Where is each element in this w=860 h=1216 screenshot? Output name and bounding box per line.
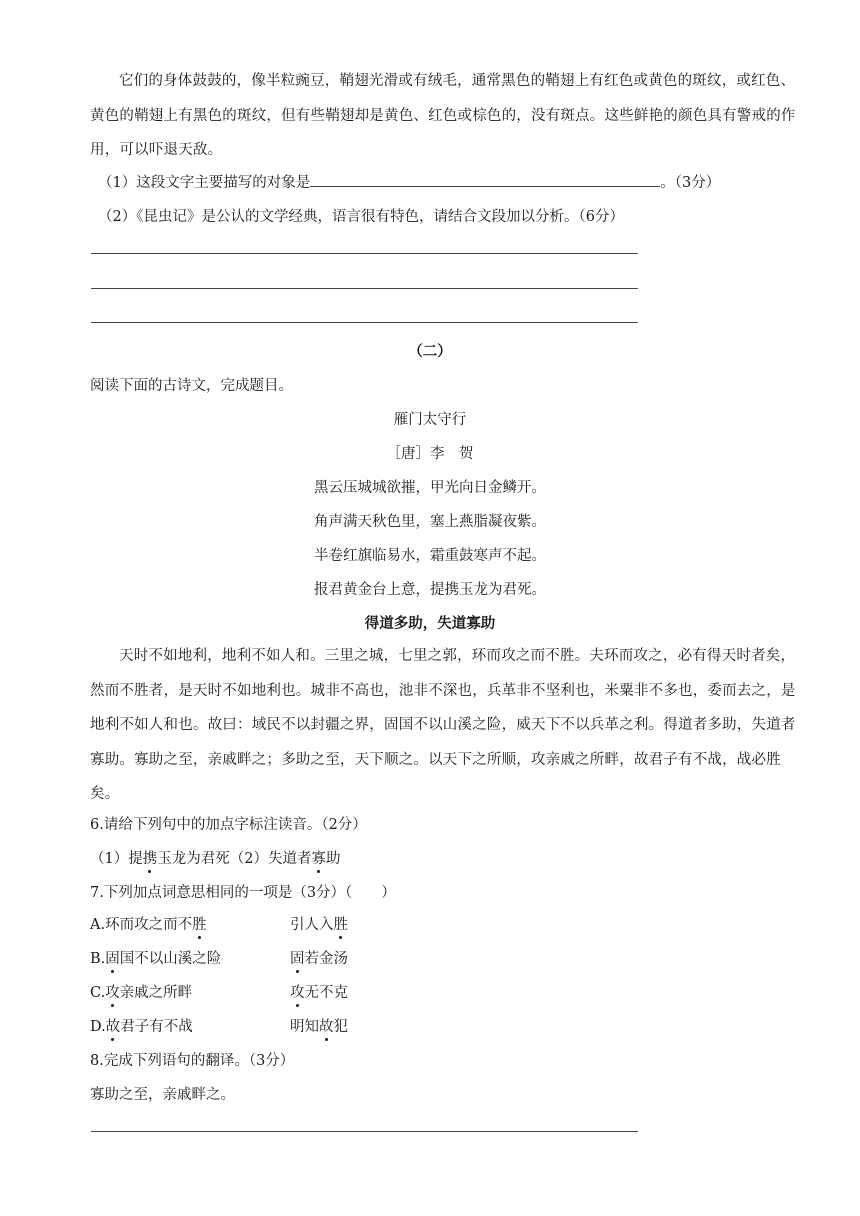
q6-dotted-char: 携 — [142, 851, 158, 867]
question-7: 7.下列加点词意思相同的一项是（3分）（ ） — [90, 885, 396, 901]
option-a-left[interactable]: A.环而攻之而不胜 — [90, 917, 207, 933]
question-6: 6.请给下列句中的加点字标注读音。（2分） — [90, 817, 367, 833]
q6-text: 玉龙为君死（2）失道者 — [157, 851, 312, 867]
option-b-right: 固若金汤 — [290, 951, 348, 967]
answer-line[interactable] — [91, 1131, 638, 1132]
option-c-right: 攻无不克 — [290, 985, 348, 1001]
q6-dotted-char: 寡 — [311, 851, 326, 867]
q6-text: （1）提 — [90, 851, 143, 867]
question-6-items — [90, 847, 340, 868]
option-d-left[interactable]: D.故君子有不战 — [90, 1019, 193, 1035]
poem-line: 半卷红旗临易水，霜重鼓寒声不起。 — [314, 548, 546, 564]
poem-line: 黑云压城城欲摧，甲光向日金鳞开。 — [314, 480, 546, 496]
reading-paragraph: 它们的身体鼓鼓的，像半粒豌豆，鞘翅光滑或有绒毛，通常黑色的鞘翅上有红色或黄色的斑纹，或红色、黄色的鞘翅上有黑色的斑纹，但有些鞘翅却是黄色、红色或棕色的，没有斑点。这些鲜艳的颜色具有警戒的作用，可以吓退天敌。 — [90, 73, 796, 158]
question-2: （2）《昆虫记》是公认的文学经典，语言很有特色，请结合文段加以分析。（6分） — [98, 209, 624, 225]
question-1-prefix: （1）这段文字主要描写的对象是 — [98, 175, 311, 191]
prose-title: 得道多助，失道寡助 — [364, 616, 496, 632]
section-heading: （二） — [408, 344, 452, 360]
poem-line: 报君黄金台上意，提携玉龙为君死。 — [314, 582, 546, 598]
option-c-left[interactable]: C.攻亲戚之所畔 — [90, 985, 193, 1001]
option-a-right: 引人入胜 — [290, 917, 348, 933]
answer-line[interactable] — [91, 253, 638, 254]
prose-paragraph: 天时不如地利，地利不如人和。三里之城，七里之郭，环而攻之而不胜。夫环而攻之，必有得天时者矣，然而不胜者，是天时不如地利也。城非不高也，池非不深也，兵革非不坚利也，米粟非不多也，委而去之，是地利不如人和也。故曰：域民不以封疆之界，固国不以山溪之险，威天下不以兵革之利。得道者多助，失道者寡助。寡助之至，亲戚畔之；多助之至，天下顺之。以天下之所顺，攻亲戚之所畔，故君子有不战，战必胜矣。 — [90, 648, 796, 802]
poem-title: 雁门太守行 — [393, 412, 467, 428]
poem-line: 角声满天秋色里，塞上燕脂凝夜紫。 — [314, 514, 546, 530]
q6-text: 助 — [325, 851, 341, 867]
poem-author: ［唐］李 贺 — [386, 446, 474, 462]
option-d-right: 明知故犯 — [290, 1019, 348, 1035]
answer-blank-1[interactable] — [310, 172, 660, 187]
question-8: 8.完成下列语句的翻译。（3分） — [90, 1053, 295, 1069]
question-1 — [98, 171, 720, 192]
translation-sentence: 寡助之至，亲戚畔之。 — [90, 1087, 235, 1103]
answer-line[interactable] — [91, 322, 638, 323]
answer-line[interactable] — [91, 288, 638, 289]
option-b-left[interactable]: B.固国不以山溪之险 — [90, 951, 222, 967]
question-1-suffix: 。（3分） — [660, 175, 721, 191]
section-instruction: 阅读下面的古诗文，完成题目。 — [90, 378, 293, 394]
